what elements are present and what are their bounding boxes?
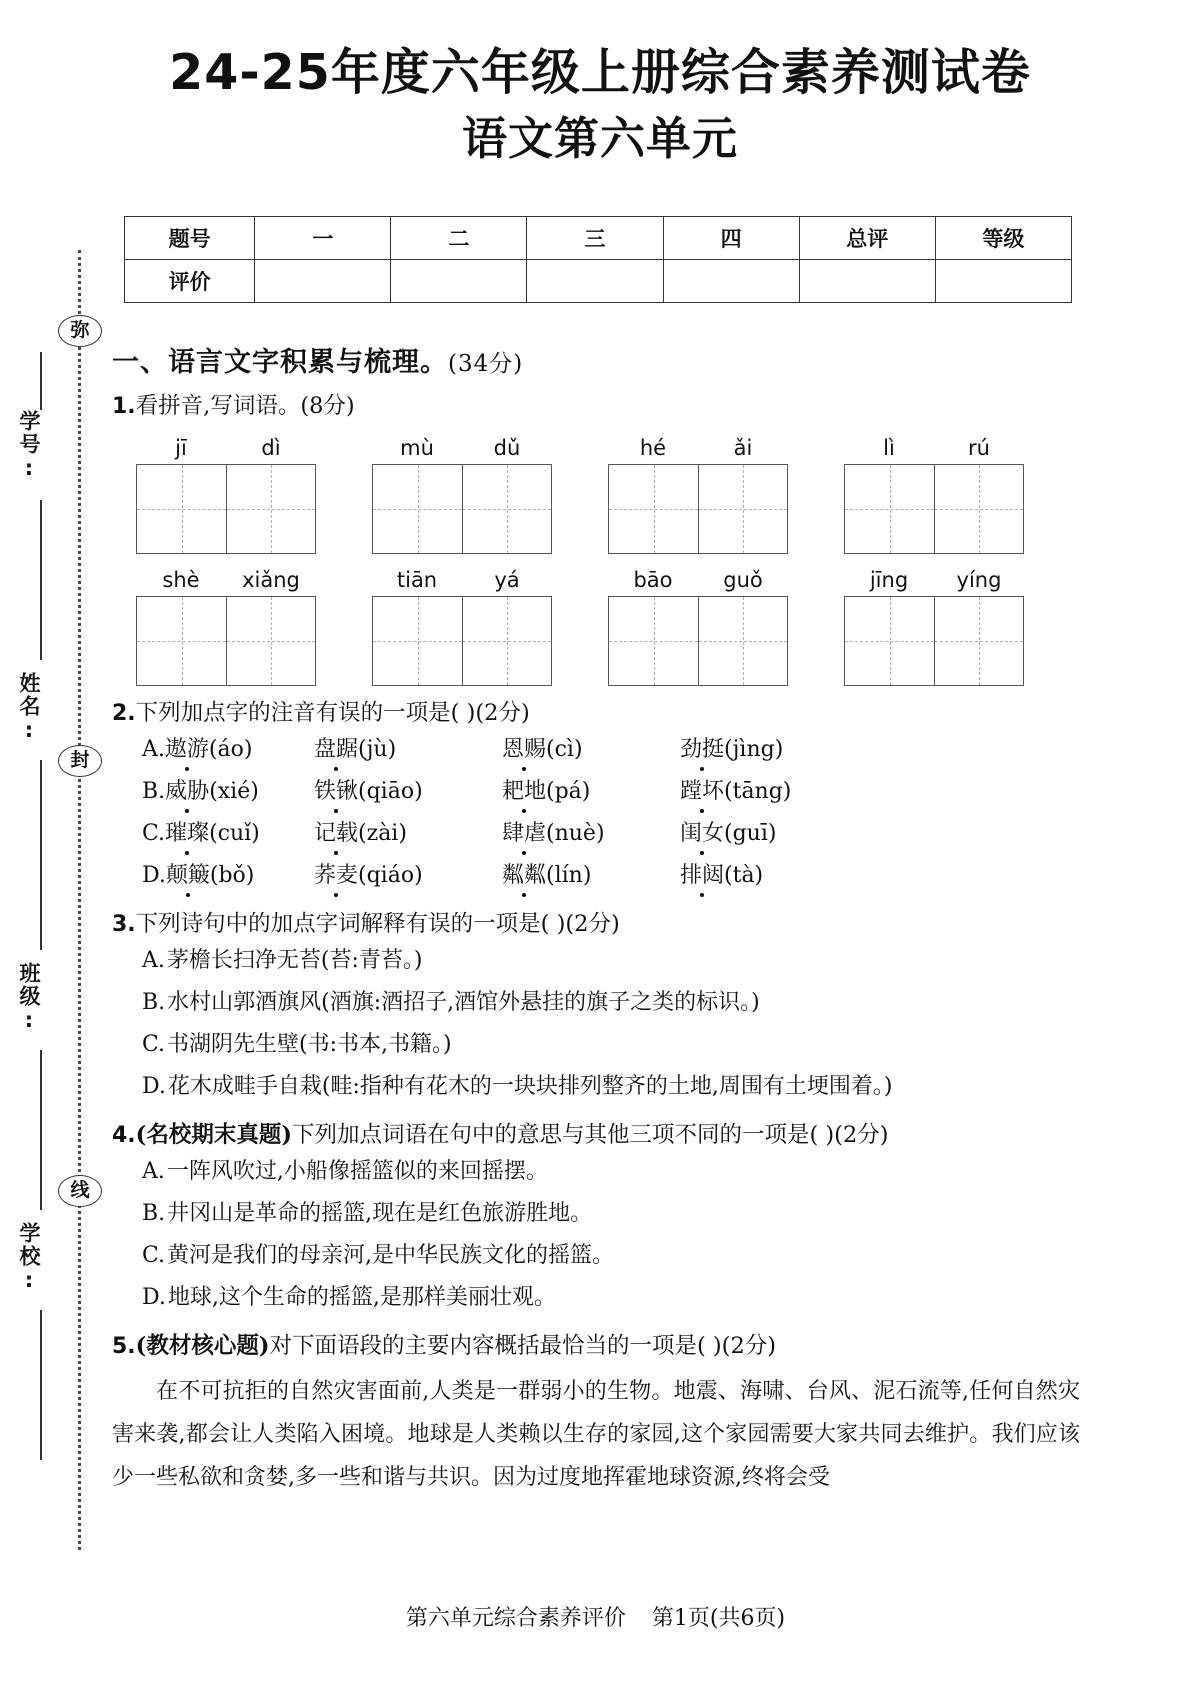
option-text: 一阵风吹过,小船像摇篮似的来回摇摆。 [166,1159,548,1184]
pinyin-syllable: mù [400,436,434,460]
seal-char-mi: 弥 [58,315,102,347]
option-cell [680,771,860,813]
pinyin-block [608,568,844,686]
question-4-option-d[interactable] [142,1277,1080,1319]
option-word: 铁锹 [314,779,359,804]
pinyin-syllable: yá [494,568,520,592]
question-2-option-d[interactable] [142,855,1080,897]
writing-cell[interactable] [845,597,934,685]
score-input-cell[interactable] [527,260,663,303]
footer-title: 第六单元综合素养评价 [405,1606,626,1631]
pinyin-syllable: lì [883,436,895,460]
field-label-name: 姓名: [17,672,41,744]
page-title-line1: 24-25年度六年级上册综合素养测试卷 [169,44,1031,101]
option-word: 记载 [314,821,359,846]
pinyin-syllable: rú [968,436,990,460]
writing-cell[interactable] [609,597,698,685]
writing-cell[interactable] [609,465,698,553]
pinyin-block [136,568,372,686]
option-word: 威胁 [165,779,210,804]
footer-page-number: 第1页(共6页) [651,1606,786,1631]
option-pinyin: (lín) [546,863,592,888]
question-4-tag: (名校期末真题) [135,1122,292,1148]
question-2-option-b[interactable] [142,771,1080,813]
pinyin-syllable: xiǎng [242,568,300,592]
pinyin-syllable: dì [261,436,281,460]
option-text: 黄河是我们的母亲河,是中华民族文化的摇篮。 [167,1243,615,1268]
page-title-line2: 语文第六单元 [461,112,738,165]
question-5-tag: (教材核心题) [135,1333,270,1359]
writing-cell[interactable] [462,597,551,685]
writing-cell[interactable] [462,465,551,553]
score-table-cell[interactable]: 三 [527,217,663,260]
option-pinyin: (tāng) [724,779,792,804]
field-label-student-id: 学号: [17,410,41,482]
writing-grid[interactable] [844,464,1024,554]
section-heading-text: 一、语言文字积累与梳理。 [112,347,448,378]
option-pinyin: (jìng) [724,737,784,762]
pinyin-label-pair [136,436,316,464]
question-2-option-c[interactable] [142,813,1080,855]
question-5-stem [112,1331,1080,1362]
option-pinyin: (pá) [546,779,591,804]
page-footer [0,1601,1191,1632]
pinyin-syllable: hé [639,436,667,460]
option-pinyin: (tà) [724,863,764,888]
writing-grid[interactable] [608,596,788,686]
pinyin-grid-row-1 [136,436,1080,554]
writing-cell[interactable] [373,465,462,553]
question-5-number: 5. [112,1334,136,1359]
option-word: 蹚坏 [680,779,725,804]
score-input-cell[interactable] [255,260,391,303]
score-table-cell[interactable]: 一 [255,217,391,260]
option-cell [680,855,860,897]
question-3-option-a[interactable] [142,940,1080,982]
class-line [40,1050,42,1210]
pinyin-syllable: jī [175,436,187,460]
option-label: B. [142,1201,166,1226]
section-points: (34分) [448,351,524,377]
option-word: 遨游 [164,737,209,762]
option-label: D. [142,1074,166,1099]
pinyin-block [844,436,1080,554]
option-label: C. [142,821,166,846]
writing-cell[interactable] [226,465,315,553]
writing-cell[interactable] [226,597,315,685]
question-1-number: 1. [112,394,136,419]
writing-cell[interactable] [698,597,787,685]
seal-dashed-line [78,250,81,1550]
pinyin-syllable: yíng [956,568,1002,592]
question-4-text: 下列加点词语在句中的意思与其他三项不同的一项是( )(2分) [291,1122,889,1148]
option-label: A. [142,1159,165,1184]
field-label-school: 学校: [17,1222,41,1294]
option-label: B. [142,779,166,804]
score-table-row-label: 题号 [125,217,255,260]
pinyin-block [372,436,608,554]
pinyin-syllable: jīng [869,568,909,592]
question-2-stem [112,698,1080,729]
option-word: 荞麦 [314,863,359,888]
name-line [40,760,42,950]
option-pinyin: (nuè) [546,821,605,846]
table-row [125,217,1072,260]
pinyin-syllable: dǔ [493,436,521,460]
question-3-text: 下列诗句中的加点字词解释有误的一项是( )(2分) [135,911,620,937]
question-5-passage: 在不可抗拒的自然灾害面前,人类是一群弱小的生物。地震、海啸、台风、泥石流等,任何自然灾害来袭,都会让人类陷入困境。地球是人类赖以生存的家园,这个家园需要大家共同去维护。我们应该少一些私欲和贪婪,多一些和谐与共识。因为过度地挥霍地球资源,终将会受 [112,1379,1080,1490]
option-cell [314,813,502,855]
option-pinyin: (qiāo) [358,779,423,804]
question-2-text: 下列加点字的注音有误的一项是( )(2分) [135,700,530,726]
pinyin-syllable: ǎi [733,436,753,460]
writing-grid[interactable] [372,596,552,686]
option-cell [680,813,860,855]
page-title [95,42,1105,168]
writing-cell[interactable] [137,597,226,685]
field-label-class: 班级: [17,962,41,1034]
option-label: A. [142,737,165,762]
question-3-option-d[interactable] [142,1066,1080,1108]
option-cell [142,813,314,855]
writing-cell[interactable] [934,597,1023,685]
question-2-option-a[interactable] [142,729,1080,771]
writing-grid[interactable] [136,596,316,686]
seal-char-feng: 封 [58,745,102,777]
option-cell [680,729,860,771]
score-table-cell[interactable]: 等级 [935,217,1071,260]
option-word: 劲挺 [680,737,725,762]
score-input-cell[interactable] [935,260,1071,303]
writing-grid[interactable] [372,464,552,554]
option-label: D. [142,1285,166,1310]
option-cell [314,855,502,897]
option-word: 耙地 [502,779,547,804]
writing-grid[interactable] [844,596,1024,686]
option-pinyin: (guī) [724,821,777,846]
option-word: 闺女 [680,821,725,846]
option-label: C. [142,1243,166,1268]
pinyin-syllable: bāo [633,568,673,592]
option-word: 排闼 [680,863,725,888]
question-4-option-b[interactable] [142,1193,1080,1235]
option-pinyin: (jù) [358,737,397,762]
seal-margin [0,0,105,1684]
option-label: A. [142,948,165,973]
question-1-stem [112,391,1080,422]
option-pinyin: (cuǐ) [209,821,260,846]
pinyin-label-pair [136,568,316,596]
option-label: B. [142,990,166,1015]
pinyin-label-pair [608,568,788,596]
option-pinyin: (cì) [546,737,583,762]
option-word: 粼粼 [502,863,547,888]
option-cell [314,771,502,813]
score-input-cell[interactable] [663,260,799,303]
option-word: 肆虐 [502,821,547,846]
pinyin-block [136,436,372,554]
question-4-stem [112,1120,1080,1151]
score-input-cell[interactable] [391,260,527,303]
option-cell [502,813,680,855]
option-pinyin: (xié) [209,779,259,804]
table-row [125,260,1072,303]
writing-cell[interactable] [698,465,787,553]
pinyin-syllable: guǒ [723,568,763,592]
question-2-number: 2. [112,701,136,726]
option-cell [314,729,502,771]
option-pinyin: (zài) [358,821,407,846]
option-text: 书湖阴先生壁(书:书本,书籍。) [167,1032,452,1057]
option-cell [142,729,314,771]
score-table-row-label: 评价 [125,260,255,303]
writing-grid[interactable] [608,464,788,554]
student-id-line [40,500,42,660]
option-pinyin: (bǒ) [209,863,255,888]
option-pinyin: (qiáo) [358,863,423,888]
pinyin-syllable: tiān [396,568,438,592]
question-5-text: 对下面语段的主要内容概括最恰当的一项是( )(2分) [269,1333,777,1359]
option-word: 盘踞 [314,737,359,762]
writing-cell[interactable] [845,465,934,553]
option-cell [502,771,680,813]
option-cell [142,855,314,897]
option-label: D. [142,863,166,888]
question-4-number: 4. [112,1123,136,1148]
score-table [124,216,1072,303]
option-label: C. [142,1032,166,1057]
score-table-cell[interactable]: 四 [663,217,799,260]
section-heading-1 [112,340,1080,379]
pinyin-block [372,568,608,686]
pinyin-block [844,568,1080,686]
option-pinyin: (áo) [208,737,253,762]
student-id-rule [40,352,42,410]
score-table-cell[interactable]: 二 [391,217,527,260]
option-text: 水村山郭酒旗风(酒旗:酒招子,酒馆外悬挂的旗子之类的标识。) [167,990,760,1015]
question-4-option-c[interactable] [142,1235,1080,1277]
pinyin-grid-row-2 [136,568,1080,686]
pinyin-label-pair [372,436,552,464]
option-cell [502,855,680,897]
pinyin-label-pair [844,568,1024,596]
writing-cell[interactable] [137,465,226,553]
score-table-cell[interactable]: 总评 [799,217,935,260]
pinyin-label-pair [372,568,552,596]
option-cell [502,729,680,771]
writing-cell[interactable] [934,465,1023,553]
pinyin-label-pair [608,436,788,464]
option-text: 井冈山是革命的摇篮,现在是红色旅游胜地。 [167,1201,593,1226]
exam-content [112,330,1080,1499]
question-3-number: 3. [112,912,136,937]
question-1-text: 看拼音,写词语。(8分) [135,393,355,419]
pinyin-label-pair [844,436,1024,464]
option-word: 恩赐 [502,737,547,762]
pinyin-block [608,436,844,554]
option-word: 颠簸 [165,863,210,888]
question-3-stem [112,909,1080,940]
question-4-option-a[interactable] [142,1151,1080,1193]
option-cell [142,771,314,813]
writing-cell[interactable] [373,597,462,685]
writing-grid[interactable] [136,464,316,554]
school-line [40,1310,42,1460]
question-3-option-b[interactable] [142,982,1080,1024]
option-text: 茅檐长扫净无苔(苔:青苔。) [166,948,423,973]
pinyin-syllable: shè [162,568,200,592]
option-text: 花木成畦手自栽(畦:指种有花木的一块块排列整齐的土地,周围有土埂围着。) [167,1074,893,1099]
option-word: 璀璨 [165,821,210,846]
option-text: 地球,这个生命的摇篮,是那样美丽壮观。 [167,1285,556,1310]
score-input-cell[interactable] [799,260,935,303]
question-3-option-c[interactable] [142,1024,1080,1066]
seal-char-xian: 线 [58,1175,102,1207]
